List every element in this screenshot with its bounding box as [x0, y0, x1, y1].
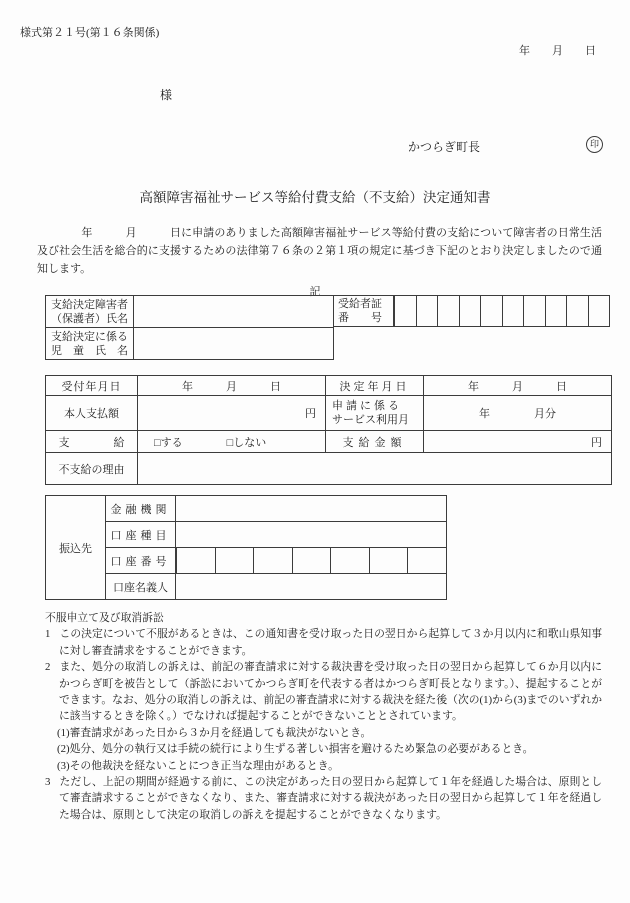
decision-table — [45, 375, 612, 485]
denial-reason-field — [138, 453, 611, 484]
decision-date-field: 年 月 日 — [468, 380, 567, 393]
transfer-group-label: 振込先 — [46, 496, 106, 599]
self-payment-field — [138, 396, 326, 430]
certificate-number-cells — [394, 296, 609, 326]
account-number-label: 口座番号 — [106, 548, 176, 573]
digit-cell — [523, 296, 545, 326]
payment-amount-field — [424, 431, 611, 452]
digit-cell — [502, 296, 524, 326]
child-name-label: 支給決定に係る 児 童 氏 名 — [46, 328, 134, 359]
service-month-label: 申請に係る サービス利用月 — [326, 396, 424, 430]
digit-cell — [330, 548, 369, 573]
appeal-item-2 — [45, 659, 602, 725]
reception-date-field: 年 月 日 — [138, 376, 326, 395]
payment-decision-label: 支 給 — [46, 431, 138, 452]
denial-reason-label: 不支給の理由 — [46, 453, 138, 484]
digit-cell — [369, 548, 408, 573]
account-holder-label: 口座名義人 — [106, 574, 176, 599]
appeal-item-1-number: 1 — [45, 628, 51, 641]
financial-institution-field — [176, 496, 446, 521]
appeal-sub-item-3: (3)その他裁決を経ないことにつき正当な理由があるとき。 — [57, 759, 339, 772]
digit-cell — [437, 296, 459, 326]
digit-cell — [394, 296, 416, 326]
addressee-honorific: 様 — [160, 88, 173, 102]
document-title: 高額障害福祉サービス等給付費支給（不支給）決定通知書 — [139, 190, 491, 205]
appeal-item-2-text: また、処分の取消しの訴えは、前記の審査請求に対する裁決書を受け取った日の翌日から起算して６か月以内にかつらぎ町を被告として（訴訟においてかつらぎ町を代表する者はかつらぎ町長となります。）、提起することができます。なお、処分の取消しの訴えは、前記の審査請求に対する裁決を経た後（次の(1)から(3)までのいずれかに該当するときを除く。）でなければ提起することができないこととされています。 — [59, 661, 602, 723]
account-type-field — [176, 522, 446, 547]
self-payment-label: 本人支払額 — [46, 396, 138, 430]
recipient-table — [45, 295, 610, 359]
transfer-table — [45, 495, 447, 600]
reception-date-label: 受付年月日 — [46, 376, 138, 395]
appeal-sub-item-2: (2)処分、処分の執行又は手続の続行により生ずる著しい損害を避けるため緊急の必要があるとき。 — [57, 743, 534, 756]
account-type-label: 口座種目 — [106, 522, 176, 547]
appeal-item-3 — [45, 774, 602, 823]
certificate-number-label: 受給者証 番 号 — [334, 296, 394, 326]
decision-date-label: 決定年月日 — [326, 376, 424, 395]
self-payment-unit: 円 — [305, 408, 316, 420]
issue-date: 年 月 日 — [519, 45, 596, 57]
payment-amount-unit: 円 — [591, 436, 602, 449]
digit-cell — [215, 548, 254, 573]
digit-cell — [176, 548, 215, 573]
financial-institution-label: 金融機関 — [106, 496, 176, 521]
service-month-field: 年 月分 — [479, 408, 556, 420]
recipient-table-left — [45, 295, 334, 360]
payment-amount-label: 支給金額 — [326, 431, 424, 452]
appeal-item-1 — [45, 626, 602, 659]
grantee-name-label: 支給決定障害者 （保護者）氏名 — [46, 296, 134, 327]
grantee-name-field — [134, 296, 333, 327]
digit-cell — [566, 296, 588, 326]
appeal-section — [45, 610, 602, 823]
issuer-name: かつらぎ町長 — [408, 140, 481, 154]
issuer-line — [408, 138, 603, 155]
seal-stamp-icon: 印 — [586, 136, 603, 153]
digit-cell — [407, 548, 446, 573]
digit-cell — [459, 296, 481, 326]
digit-cell — [416, 296, 438, 326]
digit-cell — [588, 296, 610, 326]
intro-paragraph: 年 月 日に申請のありました高額障害福祉サービス等給付費の支給について障害者の日常生活及び社会生活を総合的に支援するための法律第７６条の２第１項の規定に基づき下記のとおり決定しましたので通知します。 — [37, 227, 602, 275]
appeal-item-3-text: ただし、上記の期間が経過する前に、この決定があった日の翌日から起算して１年を経過した場合は、原則として審査請求することができなくなり、また、審査請求に対する裁決があった日の翌日から起算して１年を経過した場合は、原則として決定の取消しの訴えを提起することができなくなります。 — [59, 776, 602, 821]
appeal-item-1-text: この決定について不服があるときは、この通知書を受け取った日の翌日から起算して３か月以内に和歌山県知事に対し審査請求をすることができます。 — [59, 628, 602, 657]
checkbox-pay: □する — [154, 436, 183, 449]
account-number-cells — [176, 548, 446, 573]
appeal-sub-item-1: (1)審査請求があった日から３か月を経過しても裁決がないとき。 — [57, 726, 372, 739]
digit-cell — [545, 296, 567, 326]
form-number: 様式第２１号(第１６条関係) — [20, 27, 160, 39]
appeal-item-3-number: 3 — [45, 776, 51, 789]
appeal-item-2-number: 2 — [45, 661, 51, 674]
payment-decision-options — [138, 431, 326, 452]
digit-cell — [253, 548, 292, 573]
certificate-number-block — [333, 295, 610, 327]
digit-cell — [480, 296, 502, 326]
child-name-field — [134, 328, 333, 359]
record-marker: 記 — [309, 286, 321, 298]
digit-cell — [292, 548, 331, 573]
checkbox-no-pay: □しない — [226, 436, 267, 449]
account-holder-field — [176, 574, 446, 599]
appeal-heading: 不服申立て及び取消訴訟 — [45, 612, 164, 624]
